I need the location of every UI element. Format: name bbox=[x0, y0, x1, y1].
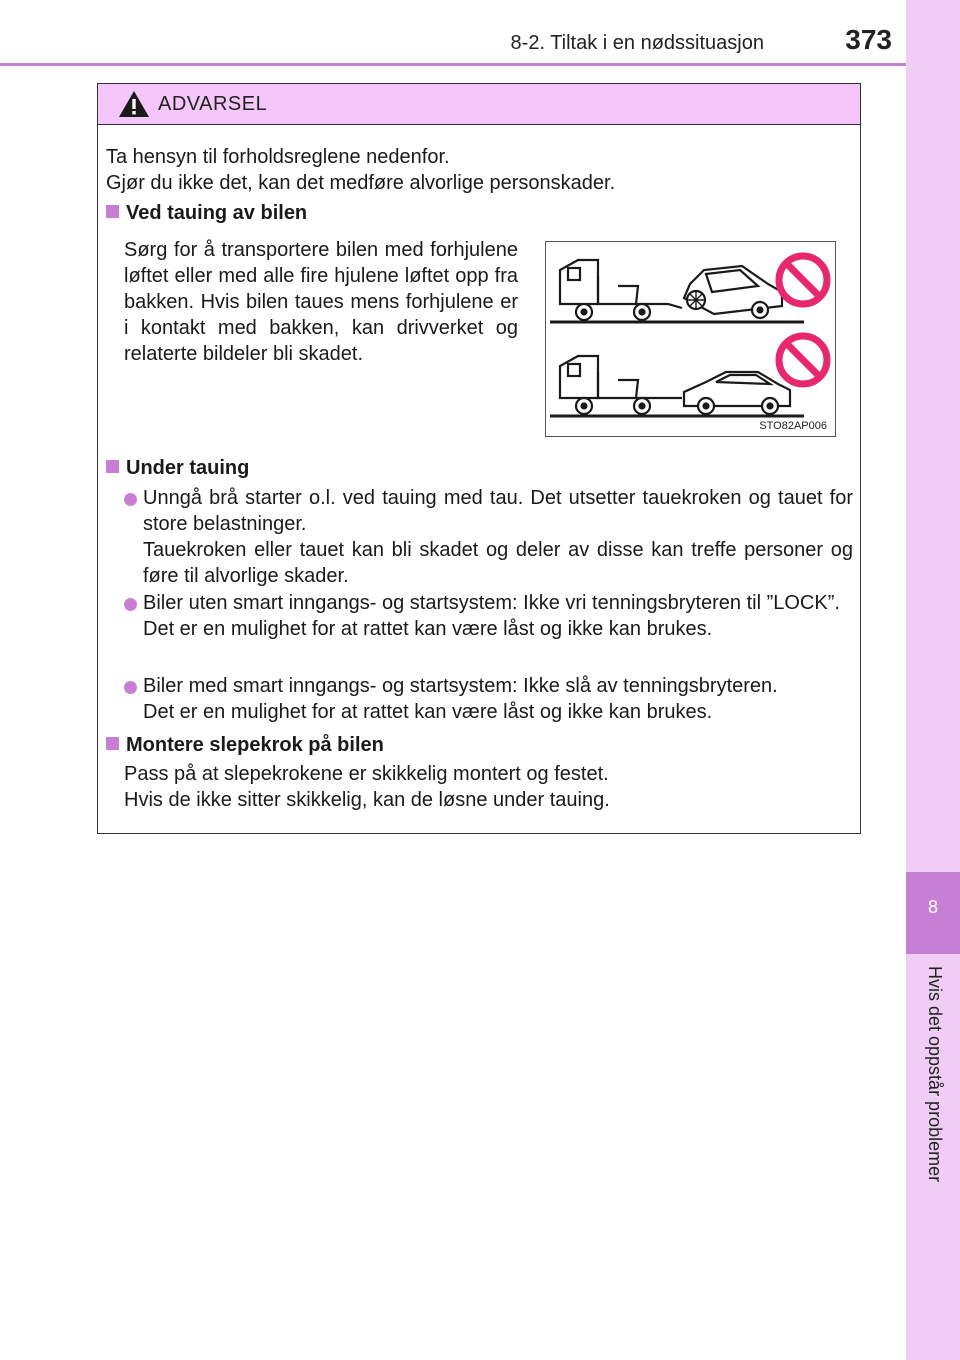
mount-line-1: Pass på at slepekrokene er skikkelig montert og festet. bbox=[124, 763, 609, 785]
bullet-3-line-2: Det er en mulighet for at rattet kan være låst og ikke kan brukes. bbox=[143, 701, 713, 723]
bullet-3-line-1: Biler med smart inngangs- og startsystem: Ikke slå av tenningsbryteren. bbox=[143, 675, 778, 697]
heading-text: Montere slepekrok på bilen bbox=[126, 734, 384, 756]
circle-bullet-icon bbox=[124, 681, 137, 694]
bullet-item-1 bbox=[143, 485, 853, 589]
intro-line-1: Ta hensyn til forholdsreglene nedenfor. bbox=[106, 146, 450, 168]
circle-bullet-icon bbox=[124, 493, 137, 506]
chapter-title-vertical: Hvis det oppstår problemer bbox=[925, 966, 945, 1183]
prohibited-icon-bottom bbox=[779, 336, 827, 384]
bullet-item-3 bbox=[143, 673, 853, 725]
tow-truck-diagram bbox=[546, 242, 835, 436]
prohibited-icon-top bbox=[779, 256, 827, 304]
towing-vehicle-text: Sørg for å transportere bilen med forhjulene løftet eller med alle fire hjulene løftet opp fra bakken. Hvis bilen taues mens forhjulene er i kontakt med bakken, kan drivverket og relaterte bildeler bli skadet. bbox=[124, 239, 518, 365]
circle-bullet-icon bbox=[124, 598, 137, 611]
chapter-number-tab: 8 bbox=[906, 872, 960, 954]
bullet-2-line-2: Det er en mulighet for at rattet kan være låst og ikke kan brukes. bbox=[143, 618, 713, 640]
heading-during-towing bbox=[106, 457, 249, 480]
warning-header bbox=[98, 84, 860, 125]
heading-towing-vehicle bbox=[106, 202, 307, 225]
mount-tow-hook-text bbox=[124, 761, 844, 813]
bullet-2-line-1: Biler uten smart inngangs- og startsystem: Ikke vri tenningsbryteren til ”LOCK”. bbox=[143, 592, 840, 614]
tow-truck-top-icon bbox=[560, 260, 682, 308]
page-header bbox=[0, 0, 906, 66]
page-number: 373 bbox=[845, 24, 892, 55]
bullet-1-line-1: Unngå brå starter o.l. ved tauing med tau. Det utsetter tauekroken og tauet for store belastninger. bbox=[143, 487, 853, 535]
heading-text: Ved tauing av bilen bbox=[126, 202, 308, 224]
bullet-item-2 bbox=[143, 590, 853, 642]
header-rule bbox=[0, 63, 906, 66]
section-title: 8-2. Tiltak i en nødssituasjon bbox=[510, 32, 764, 54]
warning-box bbox=[97, 83, 861, 834]
bullet-1-line-2: Tauekroken eller tauet kan bli skadet og deler av disse kan treffe personer og føre til alvorlige skader. bbox=[143, 539, 853, 587]
towed-car-top-icon bbox=[684, 266, 782, 318]
warning-triangle-icon bbox=[118, 89, 150, 119]
warning-intro bbox=[106, 144, 615, 196]
tow-truck-bottom-wheels bbox=[576, 398, 650, 414]
intro-line-2: Gjør du ikke det, kan det medføre alvorlige personskader. bbox=[106, 172, 616, 194]
heading-mount-tow-hook bbox=[106, 734, 384, 757]
tow-truck-top-wheels bbox=[576, 304, 650, 320]
square-bullet-icon bbox=[106, 737, 119, 750]
towing-illustration bbox=[545, 241, 836, 437]
warning-title: ADVARSEL bbox=[158, 93, 268, 115]
square-bullet-icon bbox=[106, 460, 119, 473]
towed-car-bottom-icon bbox=[684, 372, 790, 414]
figure-code: STO82AP006 bbox=[759, 420, 827, 432]
heading-text: Under tauing bbox=[126, 457, 250, 479]
tow-truck-bottom-icon bbox=[560, 356, 682, 398]
mount-line-2: Hvis de ikke sitter skikkelig, kan de løsne under tauing. bbox=[124, 789, 610, 811]
square-bullet-icon bbox=[106, 205, 119, 218]
